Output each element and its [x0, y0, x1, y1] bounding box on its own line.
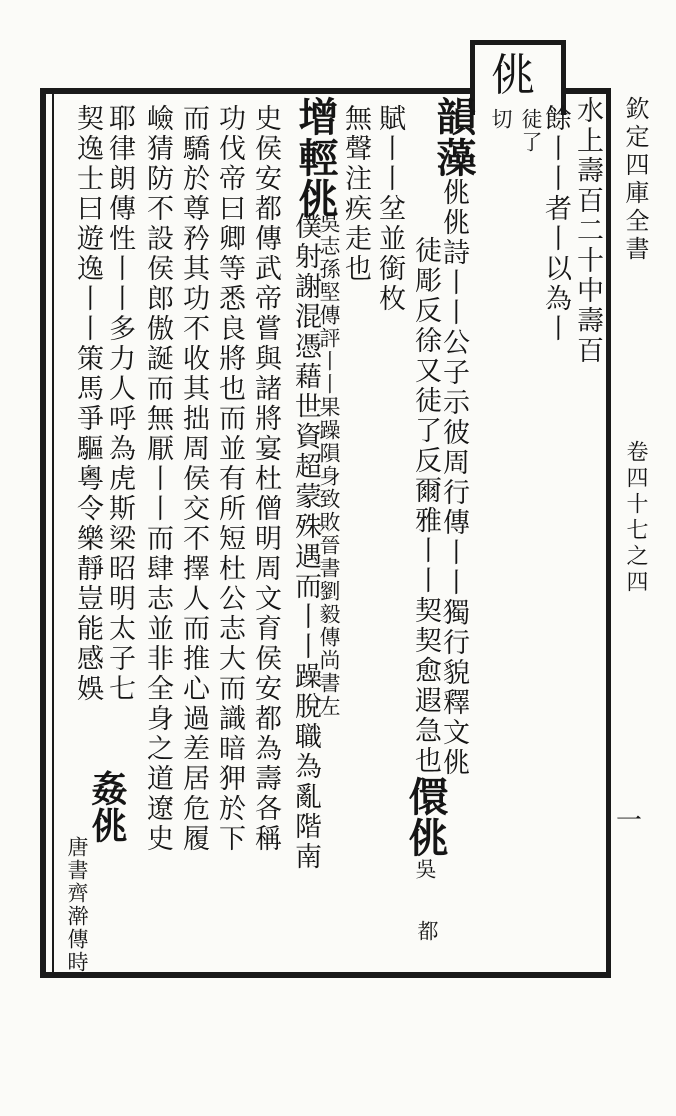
page-number: 一	[616, 806, 643, 836]
side-book-title: 欽定四庫全書	[621, 96, 649, 264]
text-column-16: 契逸士曰遊逸丨丨策馬爭驅粵令樂靜豈能感娛	[72, 104, 103, 704]
text-column-14: 嶮猜防不設侯郎傲誕而無厭丨丨而肆志並非全身之道遼史	[142, 104, 173, 854]
text-column-4: 切	[489, 108, 513, 131]
text-column-7-tail: 都	[415, 920, 439, 943]
text-column-2: 餘丨丨者丨以為丨	[540, 104, 571, 344]
text-column-15: 耶律朗傳性丨丨多力人呼為虎斯梁昭明太子七	[104, 104, 135, 704]
head-word-qingtiao: 輕佻	[292, 137, 339, 219]
text-column-7: 賦丨丨坌並銜枚	[374, 104, 405, 314]
text-column-8: 無聲注疾走也	[340, 104, 371, 284]
text-column-17: 唐書齊澣傳時	[65, 836, 89, 974]
head-word-xuantiao: 儇佻	[402, 776, 449, 858]
side-volume-label: 卷四十七之四	[623, 440, 648, 596]
text-column-5: 韻藻佻佻詩丨丨公子示彼周行傳丨丨獨行貌釋文佻	[430, 96, 477, 778]
text-column-11: 史侯安都傳武帝嘗與諸將宴杜僧明周文育侯安都為壽各稱	[250, 104, 281, 854]
text-column-10: 僕射謝混憑藉世資超蒙殊遇而丨丨躁脫職為亂階南	[290, 212, 321, 872]
frame-left-inner-rule	[52, 94, 54, 972]
text-column-12: 功伐帝曰卿等悉良將也而並有所短杜公志大而識暗狎於下	[214, 104, 245, 854]
frame-right-rule	[606, 88, 611, 978]
section-head-yunzao: 韻藻	[430, 96, 477, 178]
text-column-9-annotation: 吳志孫堅傳評丨丨果躁隕身致敗晉書劉毅傳尚書左	[317, 212, 341, 718]
text-column-13: 而驕於尊矜其功不收其拙周侯交不擇人而推心過差居危履	[178, 104, 209, 854]
head-word-jiantiao: 姦佻	[86, 770, 128, 844]
column-6-text: 徒彫反徐又徒了反爾雅丨丨契契愈遐急也儇佻吳	[402, 236, 449, 881]
section-head-zeng: 增	[292, 96, 339, 137]
frame-left-rule	[40, 88, 46, 978]
text-column-1: 水上壽百二十中壽百	[572, 96, 603, 366]
head-tab-character: 佻	[491, 50, 535, 101]
text-column-3: 徒了	[519, 108, 543, 154]
